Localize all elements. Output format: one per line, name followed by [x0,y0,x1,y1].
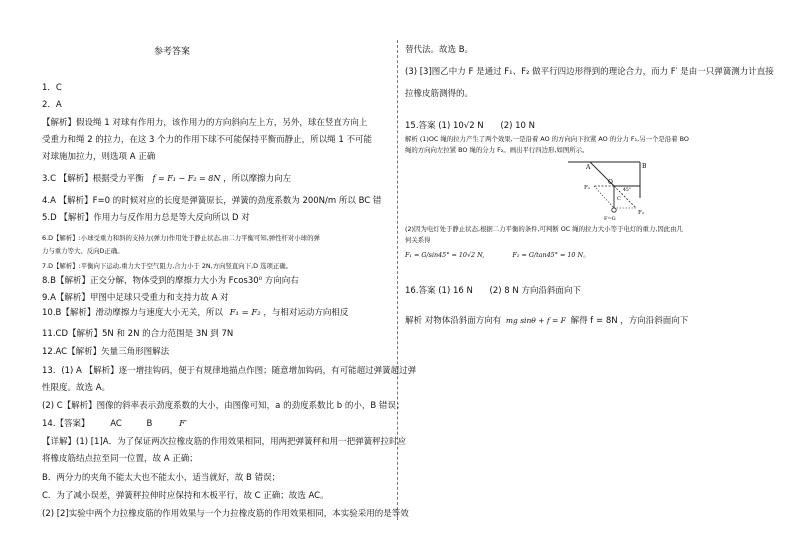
parallelogram-side [594,186,614,208]
answer-5: 5.D 【解析】作用力与反作用力总是等大反向所以 D 对 [42,213,250,223]
answer-14-blank-1: AC [110,419,122,429]
friction-formula: f = F₁ − F₂ = 8N [152,174,221,183]
answer-15-part-2: (2) 10 N [500,121,535,131]
answer-12: 12.AC【解析】矢量三角形图解法 [42,347,170,357]
answer-14-blank-3: F′ [179,419,187,429]
answer-15-part-1: 15.答案 (1) 10√2 N [405,121,484,131]
analysis-tail: 解得 f = 8N ，方向沿斜面向下 [570,316,689,326]
answer-11: 11.CD【解析】5N 和 2N 的合力范围是 3N 到 7N [42,329,234,339]
lamp-icon [612,208,616,212]
answer-8: 8.B【解析】正交分解，物体受到的摩擦力大小为 Fcos30⁰ 方向向右 [42,276,299,286]
text-line: 绳的方向向左拉紧 BO 绳的分力 F₂。画出平行四边形,如图所示。 [405,146,589,154]
text-line: 将橡皮筋结点拉至同一位置，故 A 正确； [42,454,198,464]
slope-formula: mg sinθ + f = F [505,316,566,325]
f1-result: F₁ = G/sin45° = 10√2 N, [405,251,485,259]
answer-title: 参考答案 [154,47,191,57]
answer-14-label: 14.【答案】 [42,419,90,429]
text-line: 性限度。故选 A。 [42,383,111,393]
text-line: 拉橡皮筋测得的。 [405,89,474,99]
answer-2: 2．A [42,100,62,110]
answer-1: 1．C [42,83,62,93]
answer-14-blank-2: B [146,419,153,429]
answer-16 [405,286,581,297]
text-line: 解析 (1)OC 绳的拉力产生了两个效果,一是沿着 AO 的方向向下拉紧 AO 的分力 F₁,另一个是沿着 BO [405,135,689,143]
answer-10 [42,308,348,319]
text-line: B．两分力的夹角不能太大也不能太小，适当就好，故 B 错误； [42,473,281,483]
label-g: F=G [604,216,616,222]
label-b: B [642,163,647,170]
label-o: O [608,179,613,186]
answer-16-part-1: 16.答案 (1) 16 N [405,286,473,296]
answer-7: 7.D【解析】:平衡向下运动,重力大于空气阻力,合力小于 2N,方向竖直向下,D 选项正确。 [42,262,293,270]
f2-result: F₂ = G/tan45° = 10 N。 [512,251,590,259]
text-line: 替代法。故选 B。 [405,45,474,55]
answer-3 [42,173,291,185]
label-f2: F₂ [638,210,645,216]
text-line: (3) [3]图乙中力 F 是通过 F₁、F₂ 做平行四边形得到的理论合力，而力 F′ 是由一只弹簧测力计直接 [405,67,774,77]
text-line: C．为了减小误差，弹簧秤拉伸时应保持和木板平行，故 C 正确；故选 AC。 [42,491,329,501]
label-a: A [586,164,591,171]
answer-10-tail: ，与相对运动方向相反 [263,308,349,318]
text-line: 受重力和绳 2 的拉力，在这 3 个力的作用下球不可能保持平衡而静止，所以绳 1 不可能 [42,135,372,145]
answer-4: 4.A 【解析】F=0 的时候对应的长度是弹簧原长，弹簧的劲度系数为 200N/m 所以 BC 错 [42,196,382,206]
label-f1: F₁ [584,185,591,191]
text-line: 对球施加拉力，则选项 A 正确 [42,152,156,162]
answer-10-text: 10.B【解析】滑动摩擦力与速度大小无关，所以 [42,308,223,318]
text-line: 【解析】假设绳 1 对球有作用力，该作用力的方向斜向左上方，另外，球在竖直方向上 [42,118,368,128]
text-line: (2) [2]实验中两个力拉橡皮筋的作用效果与一个力拉橡皮筋的作用效果相同，本实验采用的是等效 [42,509,409,519]
text-line: 何关系得 [405,236,431,244]
answer-6: 6.D【解析】:小球受重力和斜的支持力(弹力)作用处于静止状态,由二力平衡可知,弹性杆对小球的弹 [42,234,320,242]
text-line: 【详解】(1) [1]A．为了保证两次拉橡皮筋的作用效果相同，用两把弹簧秤和用一把弹簧秤拉时应 [42,437,407,447]
label-c: C [617,196,621,202]
answer-3-text: 3.C 【解析】根据受力平衡 [42,174,144,184]
text-line: (2)因为电灯处于静止状态,根据二力平衡的条件,可判断 OC 绳的拉力大小等于电灯的重力,因此由几 [405,225,683,233]
answer-3-tail: ，所以摩擦力向左 [223,174,292,184]
answer-15 [405,121,535,132]
answer-16-part-2: (2) 8 N 方向沿斜面向下 [489,286,581,296]
answer-16-analysis [405,315,688,327]
answer-13: 13．(1) A 【解析】逐一增挂钩码，便于有规律地描点作图；随意增加钩码，有可能超过弹簧超过弹 [42,366,417,376]
answer-13-2: (2) C【解析】图像的斜率表示劲度系数的大小，由图像可知，a 的劲度系数比 b 的小，B 错误； [42,401,405,411]
column-divider [397,40,398,520]
force-diagram [560,158,650,222]
f1-f2-formula: F₁ = F₂ [229,308,261,318]
label-angle: 45° [623,188,631,193]
analysis-text: 解析 对物体沿斜面方向有 [405,316,502,326]
answer-9: 9.A【解析】甲图中足球只受重力和支持力故 A 对 [42,293,229,303]
text-line: 力与重力等大、反向D正确。 [42,247,124,255]
result-formulas [405,250,589,261]
answer-14 [42,419,187,430]
